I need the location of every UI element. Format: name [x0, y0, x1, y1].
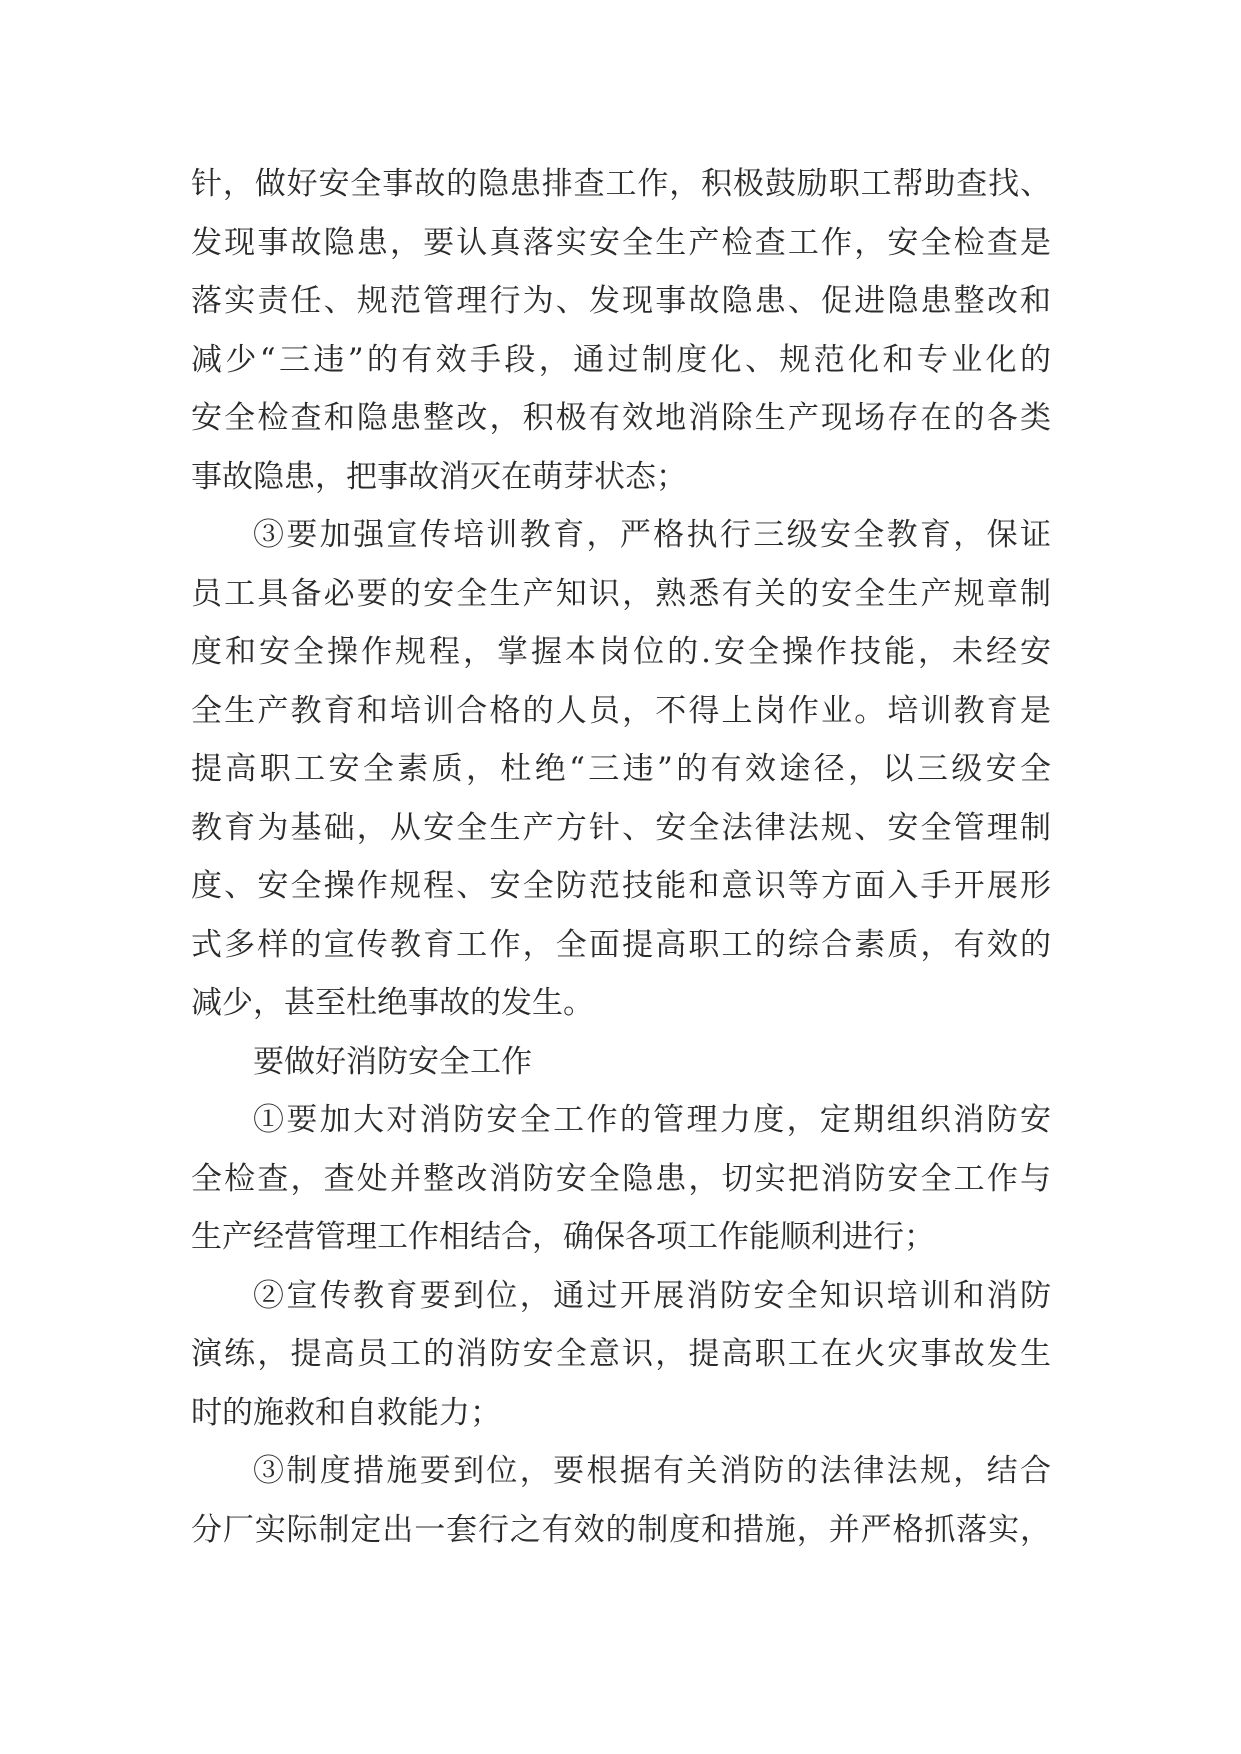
text-line-20: ②宣传教育要到位，通过开展消防安全知识培训和消防: [253, 1277, 1051, 1314]
text-line-7: ③要加强宣传培训教育，严格执行三级安全教育，保证: [253, 517, 1051, 553]
section-heading: 要做好消防安全工作: [253, 1043, 532, 1080]
text-line-21: 演练，提高员工的消防安全意识，提高职工在火灾事故发生: [191, 1336, 1051, 1372]
text-line-23: ③制度措施要到位，要根据有关消防的法律法规，结合: [253, 1453, 1051, 1489]
text-line-14: 式多样的宣传教育工作，全面提高职工的综合素质，有效的: [191, 926, 1051, 963]
text-line-10: 全生产教育和培训合格的人员，不得上岗作业。培训教育是: [191, 692, 1051, 729]
text-line-3: 落实责任、规范管理行为、发现事故隐患、促进隐患整改和: [191, 283, 1051, 319]
text-line-17: ①要加大对消防安全工作的管理力度，定期组织消防安: [253, 1102, 1051, 1138]
text-line-1: 针，做好安全事故的隐患排查工作，积极鼓励职工帮助查找、: [191, 166, 1051, 202]
text-line-19: 生产经营管理工作相结合，确保各项工作能顺利进行；: [191, 1219, 935, 1255]
text-line-12: 教育为基础，从安全生产方针、安全法律法规、安全管理制: [191, 809, 1051, 846]
text-line-2: 发现事故隐患，要认真落实安全生产检查工作，安全检查是: [191, 224, 1051, 261]
document-body: [191, 155, 1051, 1559]
text-line-13: 度、安全操作规程、安全防范技能和意识等方面入手开展形: [191, 868, 1051, 904]
text-line-24: 分厂实际制定出一套行之有效的制度和措施，并严格抓落实，: [191, 1511, 1051, 1548]
text-line-22: 时的施救和自救能力；: [191, 1394, 501, 1431]
text-line-6: 事故隐患，把事故消灭在萌芽状态；: [191, 458, 687, 495]
text-line-18: 全检查，查处并整改消防安全隐患，切实把消防安全工作与: [191, 1160, 1051, 1197]
text-line-9: 度和安全操作规程，掌握本岗位的.安全操作技能，未经安: [191, 634, 1051, 670]
text-line-8: 员工具备必要的安全生产知识，熟悉有关的安全生产规章制: [191, 575, 1051, 612]
text-line-15: 减少，甚至杜绝事故的发生。: [191, 985, 594, 1021]
text-line-11: 提高职工安全素质，杜绝“三违”的有效途径，以三级安全: [191, 751, 1051, 787]
text-line-5: 安全检查和隐患整改，积极有效地消除生产现场存在的各类: [191, 400, 1051, 436]
text-line-4: 减少“三违”的有效手段，通过制度化、规范化和专业化的: [191, 341, 1051, 378]
